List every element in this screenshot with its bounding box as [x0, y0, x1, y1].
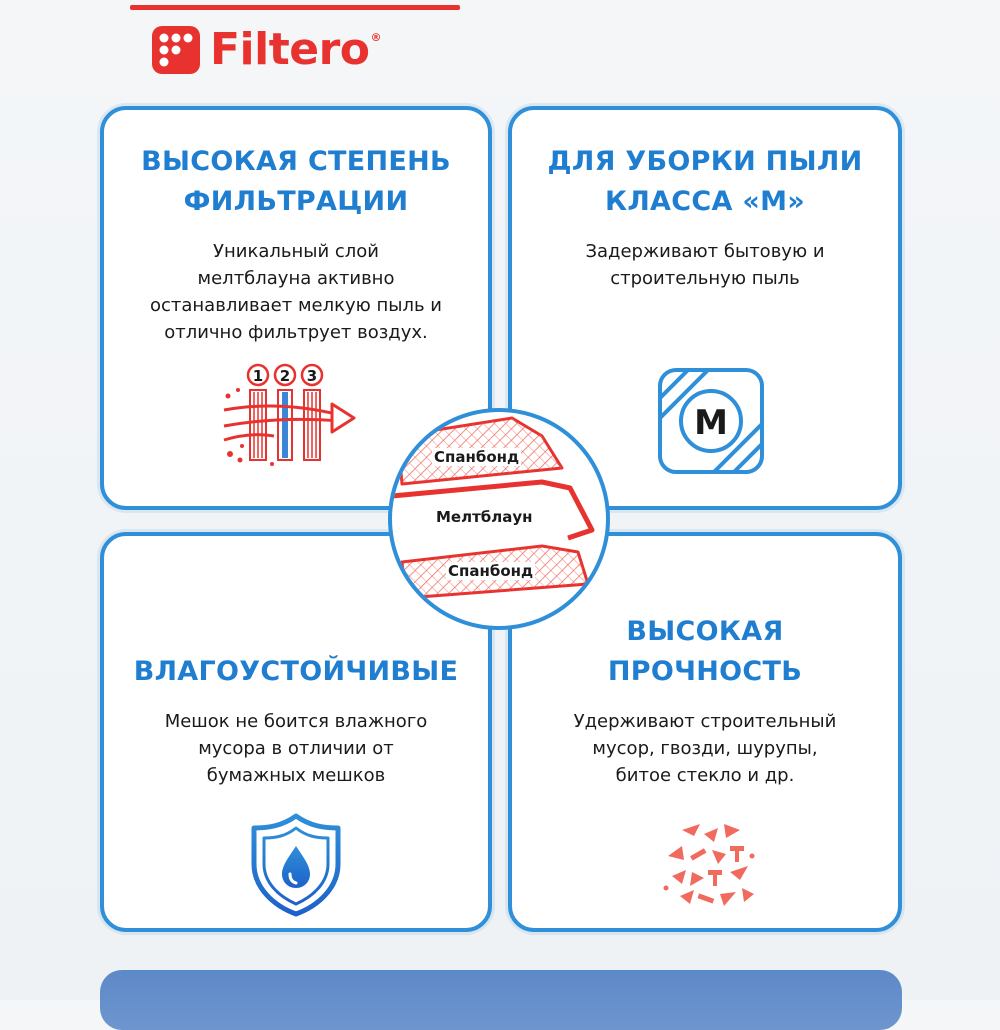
- feature-description: [512, 708, 898, 789]
- feature-title-line: ДЛЯ УБОРКИ ПЫЛИ: [547, 146, 863, 177]
- feature-text-line: Задерживают бытовую и: [585, 241, 825, 262]
- feature-text-line: Уникальный слой: [213, 241, 379, 262]
- brand-name: Filtero®: [210, 24, 382, 75]
- material-layers-diagram: [388, 408, 610, 630]
- layer-label-middle: Мелтблаун: [436, 508, 533, 526]
- feature-title-line: ВЫСОКАЯ: [626, 616, 784, 647]
- layer-number: 1: [252, 367, 264, 385]
- feature-description: [104, 708, 488, 789]
- feature-title-line: КЛАССА «М»: [604, 186, 806, 217]
- feature-title-line: ФИЛЬТРАЦИИ: [183, 186, 409, 217]
- logo-dice-icon: [150, 24, 202, 76]
- feature-title-line: ВЫСОКАЯ СТЕПЕНЬ: [141, 146, 451, 177]
- dust-class-m-icon: [656, 366, 766, 476]
- top-strip: [0, 0, 1000, 8]
- feature-title: [512, 142, 898, 222]
- feature-text-line: мусор, гвозди, шурупы,: [592, 738, 818, 759]
- feature-text-line: мелтблауна активно: [197, 268, 395, 289]
- layer-number-badges: [248, 365, 322, 385]
- feature-text-line: останавливает мелкую пыль и: [149, 295, 443, 316]
- feature-text-line: строительную пыль: [610, 268, 800, 289]
- layer-label-top: Спанбонд: [434, 448, 520, 466]
- water-shield-icon: [248, 812, 344, 918]
- layer-number: 3: [306, 367, 318, 385]
- registered-mark: ®: [370, 31, 382, 44]
- debris-icon: [660, 816, 760, 916]
- feature-text-line: отлично фильтрует воздух.: [164, 322, 428, 343]
- layer-number: 2: [279, 367, 291, 385]
- feature-text-line: Мешок не боится влажного: [164, 711, 428, 732]
- feature-text-line: мусора в отличии от: [198, 738, 394, 759]
- feature-text-line: Удерживают строительный: [573, 711, 837, 732]
- feature-description: [104, 238, 488, 346]
- brand-logo: [150, 22, 381, 78]
- layer-label-bottom: Спанбонд: [448, 562, 534, 580]
- feature-title-line: ПРОЧНОСТЬ: [607, 656, 803, 687]
- filtration-layers-icon: [220, 360, 360, 470]
- feature-description: [512, 238, 898, 292]
- feature-text-line: бумажных мешков: [206, 765, 386, 786]
- feature-title: [104, 142, 488, 222]
- feature-title: [104, 652, 488, 692]
- class-m-label: M: [694, 403, 728, 443]
- top-strip-shape: [0, 5, 1000, 13]
- bottom-banner: [100, 970, 902, 1030]
- feature-title-line: ВЛАГОУСТОЙЧИВЫЕ: [133, 656, 459, 687]
- feature-text-line: битое стекло и др.: [615, 765, 795, 786]
